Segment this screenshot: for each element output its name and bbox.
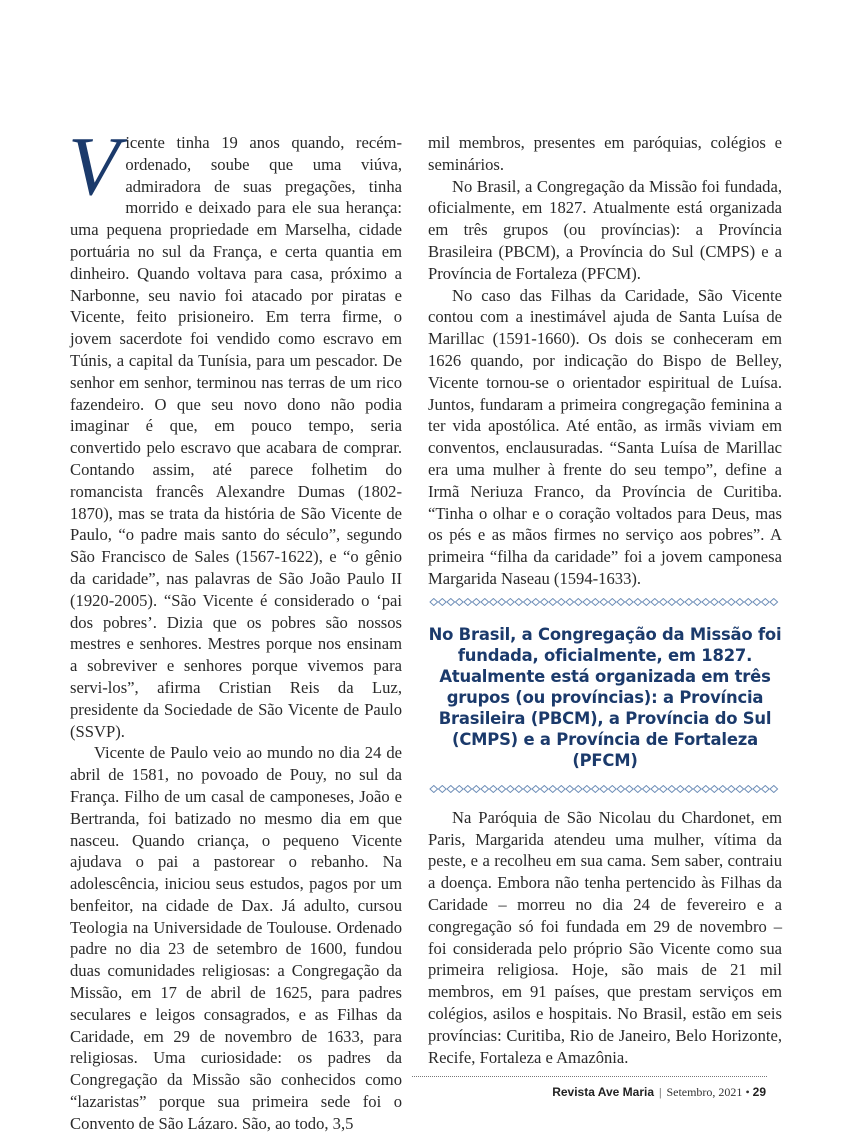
diamond-mark [566, 785, 574, 792]
diamond-mark [745, 598, 753, 605]
diamond-mark [583, 598, 591, 605]
diamond-mark [685, 598, 693, 605]
diamond-mark [634, 785, 642, 792]
diamond-mark [762, 785, 770, 792]
diamond-mark [728, 785, 736, 792]
diamond-mark [447, 598, 455, 605]
diamond-mark [566, 598, 574, 605]
diamond-mark [609, 785, 617, 792]
diamond-mark [719, 598, 727, 605]
pull-quote: No Brasil, a Congregação da Missão foi fundada, oficialmente, em 1827. Atualmente está organizada em três grupos (ou províncias): a Província Brasileira (PBCM), a Província do Sul (CMPS) e a Província de Fortaleza (PFCM) [428, 624, 782, 770]
diamond-mark [634, 598, 642, 605]
diamond-mark [430, 785, 438, 792]
diamond-mark [753, 785, 761, 792]
diamond-mark [609, 598, 617, 605]
diamond-mark [498, 598, 506, 605]
diamond-mark [677, 785, 685, 792]
paragraph-continuation: mil membros, presentes em paróquias, colégios e seminários. [428, 133, 782, 174]
diamond-mark [626, 598, 634, 605]
paragraph-intro [68, 120, 402, 742]
diamond-mark [736, 785, 744, 792]
diamond-mark [575, 785, 583, 792]
diamond-mark [770, 785, 778, 792]
diamond-mark [515, 598, 523, 605]
issue-date: Setembro, 2021 [666, 1085, 743, 1099]
left-column [68, 120, 402, 1135]
diamond-mark [660, 785, 668, 792]
diamond-mark [439, 598, 447, 605]
drop-cap: V [68, 120, 120, 213]
footer-divider [412, 1076, 767, 1077]
diamond-mark [770, 598, 778, 605]
diamond-divider-top [428, 598, 782, 606]
diamond-mark [668, 598, 676, 605]
diamond-mark [600, 598, 608, 605]
diamond-mark [711, 785, 719, 792]
paragraph-brazil: No Brasil, a Congregação da Missão foi fundada, oficialmente, em 1827. Atualmente está organizada em três grupos (ou províncias): a Província Brasileira (PBCM), a Província do Sul (CMPS) e a Província de Fortaleza (PFCM). [428, 176, 782, 283]
diamond-mark [728, 598, 736, 605]
diamond-mark [532, 785, 540, 792]
diamond-mark [626, 785, 634, 792]
diamond-mark [490, 785, 498, 792]
diamond-mark [643, 598, 651, 605]
diamond-mark [481, 598, 489, 605]
diamond-mark [575, 598, 583, 605]
paragraph-intro-text: icente tinha 19 anos quando, recém-ordenado, soube que uma viúva, admiradora de suas pregações, tinha morrido e deixado para ele sua herança: uma pequena propriedade em Marselha, cidade portuária no sul da França, e certa quantia em dinheiro. Quando voltava para casa, próximo a Narbonne, seu navio foi atacado por piratas e Vicente, feito prisioneiro. Em terra firme, o jovem sacerdote foi vendido como escravo em Túnis, a capital da Tunísia, para um pescador. De senhor em senhor, terminou nas terras de um rico fazendeiro. O que seu novo dono não podia imaginar é que, em pouco tempo, seria convertido pelo escravo que acabara de comprar. Contando assim, até parece folhetim do romancista francês Alexandre Dumas (1802-1870), mas se trata da história de São Vicente de Paulo, “o padre mais santo do século”, segundo São Francisco de Sales (1567-1622), e “o gênio da caridade”, nas palavras de São João Paulo II (1920-2005). “São Vicente é considerado o ‘pai dos pobres’. Dizia que os pobres são nossos mestres e senhores. Mestres porque nos ensinam a sobreviver e senhores porque vivemos para servi-los”, afirma Cristian Reis da Luz, presidente da Sociedade de São Vicente de Paulo (SSVP). [70, 133, 402, 741]
footer-separator: | [659, 1085, 662, 1099]
paragraph-margarida: Na Paróquia de São Nicolau du Chardonet, em Paris, Margarida atendeu uma mulher, vítima da peste, e a recolheu em sua cama. Sem saber, contraiu a doença. Embora não tenha pertencido às Filhas da Caridade – morreu no dia 24 de fevereiro e a congregação só foi fundada em 29 de novembro – foi considerada pelo próprio São Vicente como sua primeira religiosa. Hoje, são mais de 21 mil membros, em 91 países, que prestam serviços em colégios, asilos e hospitais. No Brasil, estão em seis províncias: Curitiba, Rio de Janeiro, Belo Horizonte, Recife, Fortaleza e Amazônia. [428, 807, 782, 1067]
diamond-pattern [428, 785, 782, 793]
diamond-mark [702, 785, 710, 792]
diamond-mark [456, 785, 464, 792]
diamond-mark [532, 598, 540, 605]
diamond-mark [677, 598, 685, 605]
diamond-mark [643, 785, 651, 792]
diamond-mark [498, 785, 506, 792]
paragraph-birth: Vicente de Paulo veio ao mundo no dia 24 de abril de 1581, no povoado de Pouy, no sul da França. Filho de um casal de camponeses, João e Bertranda, foi batizado no mesmo dia em que nasceu. Quando criança, o pequeno Vicente ajudava o pai a pastorear o rebanho. Na adolescência, iniciou seus estudos, pagos por um benfeitor, na cidade de Dax. Já adulto, cursou Teologia na Universidade de Toulouse. Ordenado padre no dia 23 de setembro de 1600, fundou duas comunidades religiosas: a Congregação da Missão, em 17 de abril de 1625, para padres seculares e leigos consagrados, e as Filhas da Caridade, em 29 de novembro de 1633, para religiosas. Uma curiosidade: os padres da Congregação da Missão são conhecidos como “lazaristas” porque sua primeira sede foi o Convento de São Lázaro. São, ao todo, 3,5 [70, 743, 402, 1133]
diamond-mark [711, 598, 719, 605]
diamond-mark [651, 598, 659, 605]
diamond-mark [600, 785, 608, 792]
paragraph-daughters-charity: No caso das Filhas da Caridade, São Vicente contou com a inestimável ajuda de Santa Luísa de Marillac (1591-1660). Os dois se conheceram em 1626 quando, por indicação do Bispo de Belley, Vicente tornou-se o orientador espiritual de Luísa. Juntos, fundaram a primeira congregação feminina a ter vida apostólica. Até então, as irmãs viviam em conventos, enclausuradas. “Santa Luísa de Marillac era uma mulher à frente do seu tempo”, define a Irmã Neriuza Franco, da Província de Curitiba. “Tinha o olhar e o coração voltados para Deus, mas os pés e as mãos firmes no serviço aos pobres”. A primeira “filha da caridade” foi a jovem camponesa Margarida Naseau (1594-1633). [428, 285, 782, 588]
diamond-mark [473, 785, 481, 792]
diamond-mark [668, 785, 676, 792]
diamond-mark [592, 785, 600, 792]
diamond-mark [439, 785, 447, 792]
diamond-mark [507, 785, 515, 792]
diamond-mark [464, 598, 472, 605]
diamond-mark [558, 598, 566, 605]
diamond-mark [558, 785, 566, 792]
diamond-mark [541, 785, 549, 792]
page-footer [552, 1085, 766, 1100]
footer-bullet: • [745, 1085, 750, 1099]
diamond-mark [753, 598, 761, 605]
diamond-mark [464, 785, 472, 792]
diamond-mark [617, 598, 625, 605]
diamond-mark [490, 598, 498, 605]
right-column [428, 132, 782, 1068]
diamond-mark [694, 598, 702, 605]
diamond-mark [617, 785, 625, 792]
diamond-mark [549, 785, 557, 792]
diamond-mark [481, 785, 489, 792]
diamond-mark [583, 785, 591, 792]
diamond-mark [736, 598, 744, 605]
diamond-mark [592, 598, 600, 605]
diamond-mark [660, 598, 668, 605]
magazine-name: Revista Ave Maria [552, 1085, 655, 1099]
diamond-pattern [428, 598, 782, 606]
diamond-mark [719, 785, 727, 792]
diamond-mark [745, 785, 753, 792]
diamond-mark [524, 785, 532, 792]
diamond-mark [702, 598, 710, 605]
diamond-mark [541, 598, 549, 605]
diamond-mark [685, 785, 693, 792]
diamond-mark [456, 598, 464, 605]
diamond-mark [507, 598, 515, 605]
diamond-mark [694, 785, 702, 792]
diamond-mark [447, 785, 455, 792]
diamond-mark [515, 785, 523, 792]
diamond-mark [430, 598, 438, 605]
diamond-mark [651, 785, 659, 792]
diamond-mark [549, 598, 557, 605]
diamond-mark [762, 598, 770, 605]
page-number: 29 [752, 1085, 766, 1099]
diamond-mark [524, 598, 532, 605]
diamond-mark [473, 598, 481, 605]
diamond-divider-bottom [428, 785, 782, 793]
